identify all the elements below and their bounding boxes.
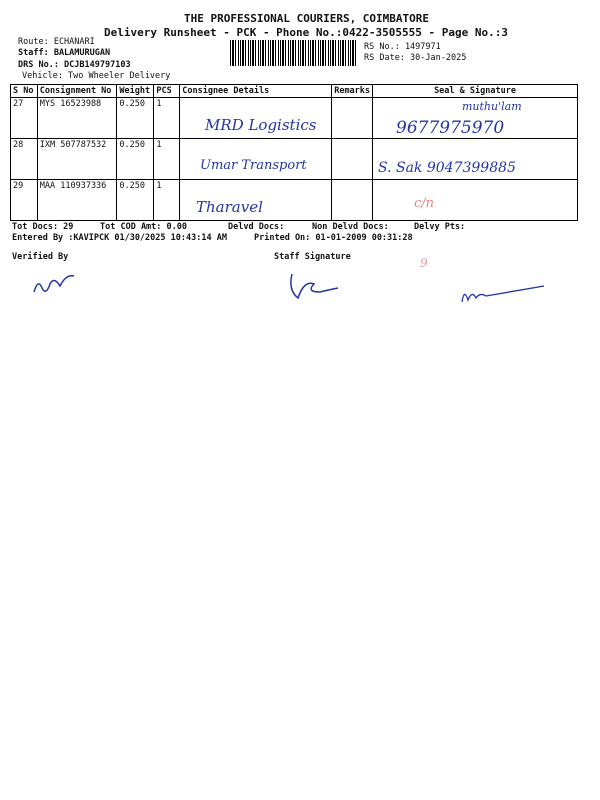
cell-consignment: IXM 507787532 bbox=[37, 139, 117, 180]
tot-docs: Tot Docs: 29 bbox=[12, 222, 74, 232]
red-ink-mark: 9 bbox=[420, 256, 428, 270]
staff-signature-label: Staff Signature bbox=[274, 252, 351, 262]
extra-signature bbox=[458, 284, 548, 306]
rs-number: RS No.: 1497971 bbox=[364, 42, 441, 52]
printed-on: Printed On: 01-01-2009 00:31:28 bbox=[254, 233, 413, 243]
staff-label: Staff: BALAMURUGAN bbox=[18, 48, 111, 58]
handwritten-seal-name-1: muthu'lam bbox=[462, 100, 522, 113]
non-delvd-docs: Non Delvd Docs: bbox=[312, 222, 389, 232]
tot-cod-amt: Tot COD Amt: 0.00 bbox=[100, 222, 187, 232]
verified-signature bbox=[30, 268, 80, 300]
col-sno: S No bbox=[11, 85, 38, 98]
col-consignee: Consignee Details bbox=[180, 85, 332, 98]
cell-remarks bbox=[332, 98, 373, 139]
handwritten-consignee-2: Umar Transport bbox=[200, 158, 307, 173]
route-label: Route: ECHANARI bbox=[18, 37, 95, 47]
cell-sno: 28 bbox=[11, 139, 38, 180]
handwritten-phone-1: 9677975970 bbox=[396, 118, 505, 138]
runsheet-subtitle: Delivery Runsheet - PCK - Phone No.:0422-3505555 - Page No.:3 bbox=[104, 26, 508, 39]
cell-weight: 0.250 bbox=[117, 139, 154, 180]
staff-signature bbox=[284, 270, 344, 304]
handwritten-consignee-1: MRD Logistics bbox=[205, 116, 317, 134]
handwritten-consignee-3: Tharavel bbox=[196, 198, 263, 216]
table-row bbox=[11, 180, 578, 221]
cell-pcs: 1 bbox=[154, 180, 180, 221]
cell-weight: 0.250 bbox=[117, 180, 154, 221]
delvy-pts: Delvy Pts: bbox=[414, 222, 466, 232]
handwritten-seal-2: S. Sak 9047399885 bbox=[378, 160, 516, 176]
barcode bbox=[230, 40, 358, 66]
handwritten-mark-3: c/n bbox=[414, 196, 435, 211]
cell-seal bbox=[373, 180, 578, 221]
cell-sno: 27 bbox=[11, 98, 38, 139]
vehicle-label: Vehicle: Two Wheeler Delivery bbox=[22, 71, 171, 81]
cell-remarks bbox=[332, 139, 373, 180]
col-pcs: PCS bbox=[154, 85, 180, 98]
verified-by-label: Verified By bbox=[12, 252, 69, 262]
cell-sno: 29 bbox=[11, 180, 38, 221]
company-title: THE PROFESSIONAL COURIERS, COIMBATORE bbox=[184, 12, 430, 25]
cell-consignment: MYS 16523988 bbox=[37, 98, 117, 139]
table-header-row bbox=[11, 85, 578, 98]
cell-consignment: MAA 110937336 bbox=[37, 180, 117, 221]
drs-number: DRS No.: DCJB149797103 bbox=[18, 60, 131, 70]
col-seal: Seal & Signature bbox=[373, 85, 578, 98]
delvd-docs: Delvd Docs: bbox=[228, 222, 285, 232]
col-weight: Weight bbox=[117, 85, 154, 98]
cell-pcs: 1 bbox=[154, 98, 180, 139]
col-consignment: Consignment No bbox=[37, 85, 117, 98]
col-remarks: Remarks bbox=[332, 85, 373, 98]
entered-by: Entered By :KAVIPCK 01/30/2025 10:43:14 AM bbox=[12, 233, 227, 243]
rs-date: RS Date: 30-Jan-2025 bbox=[364, 53, 467, 63]
cell-remarks bbox=[332, 180, 373, 221]
cell-weight: 0.250 bbox=[117, 98, 154, 139]
cell-pcs: 1 bbox=[154, 139, 180, 180]
